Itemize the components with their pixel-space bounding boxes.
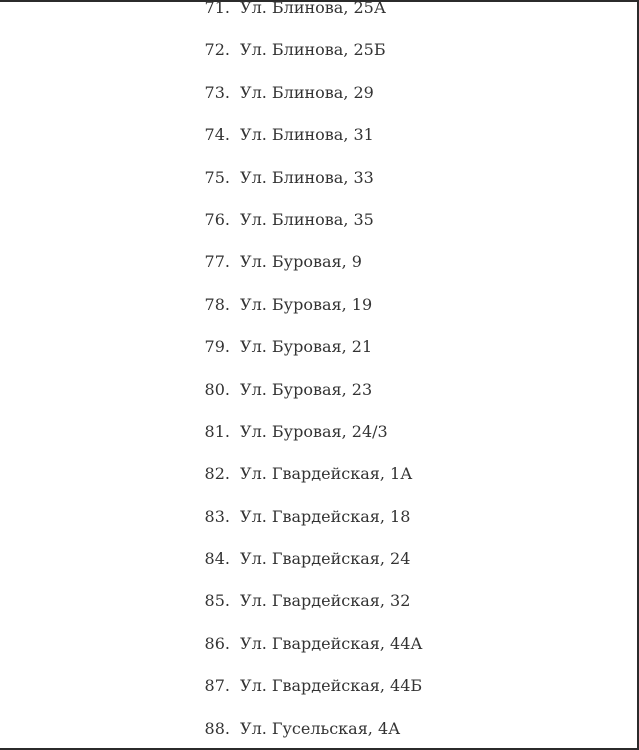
item-address: Ул. Блинова, 29 [240,82,374,102]
list-item [0,326,423,368]
item-address: Ул. Блинова, 33 [240,167,374,187]
item-number: 80. [204,379,230,399]
list-item [0,114,423,156]
item-number: 88. [204,718,230,738]
item-address: Ул. Блинова, 35 [240,209,374,229]
item-number: 84. [204,549,230,569]
item-address: Ул. Гвардейская, 44Б [240,676,423,696]
list-item [0,241,423,283]
list-item [0,29,423,71]
item-address: Ул. Блинова, 25Б [240,40,386,60]
item-number: 87. [204,676,230,696]
item-address: Ул. Гвардейская, 1А [240,464,413,484]
item-number: 73. [204,82,230,102]
item-address: Ул. Гвардейская, 32 [240,591,411,611]
item-address: Ул. Гвардейская, 44А [240,633,423,653]
item-address: Ул. Буровая, 23 [240,379,373,399]
item-number: 72. [204,40,230,60]
list-item [0,369,423,411]
list-item [0,580,423,622]
item-number: 81. [204,421,230,441]
list-item [0,72,423,114]
item-number: 79. [204,337,230,357]
item-number: 78. [204,294,230,314]
list-item [0,453,423,495]
list-item [0,496,423,538]
item-number: 85. [204,591,230,611]
item-number: 82. [204,464,230,484]
list-item [0,538,423,580]
item-address: Ул. Блинова, 25А [240,0,386,17]
list-item [0,665,423,707]
list-item [0,411,423,453]
item-number: 86. [204,633,230,653]
item-address: Ул. Буровая, 9 [240,252,362,272]
item-number: 71. [204,0,230,17]
item-address: Ул. Блинова, 31 [240,125,374,145]
item-address: Ул. Буровая, 21 [240,337,373,357]
item-address: Ул. Гвардейская, 18 [240,506,411,526]
list-item [0,623,423,665]
list-item [0,199,423,241]
item-number: 83. [204,506,230,526]
item-number: 74. [204,125,230,145]
list-item [0,284,423,326]
list-item [0,157,423,199]
item-address: Ул. Гвардейская, 24 [240,549,411,569]
list-item [0,0,423,29]
item-number: 76. [204,209,230,229]
item-number: 75. [204,167,230,187]
item-address: Ул. Буровая, 24/3 [240,421,388,441]
item-address: Ул. Буровая, 19 [240,294,373,314]
list-item [0,708,423,750]
item-number: 77. [204,252,230,272]
item-address: Ул. Гусельская, 4А [240,718,401,738]
